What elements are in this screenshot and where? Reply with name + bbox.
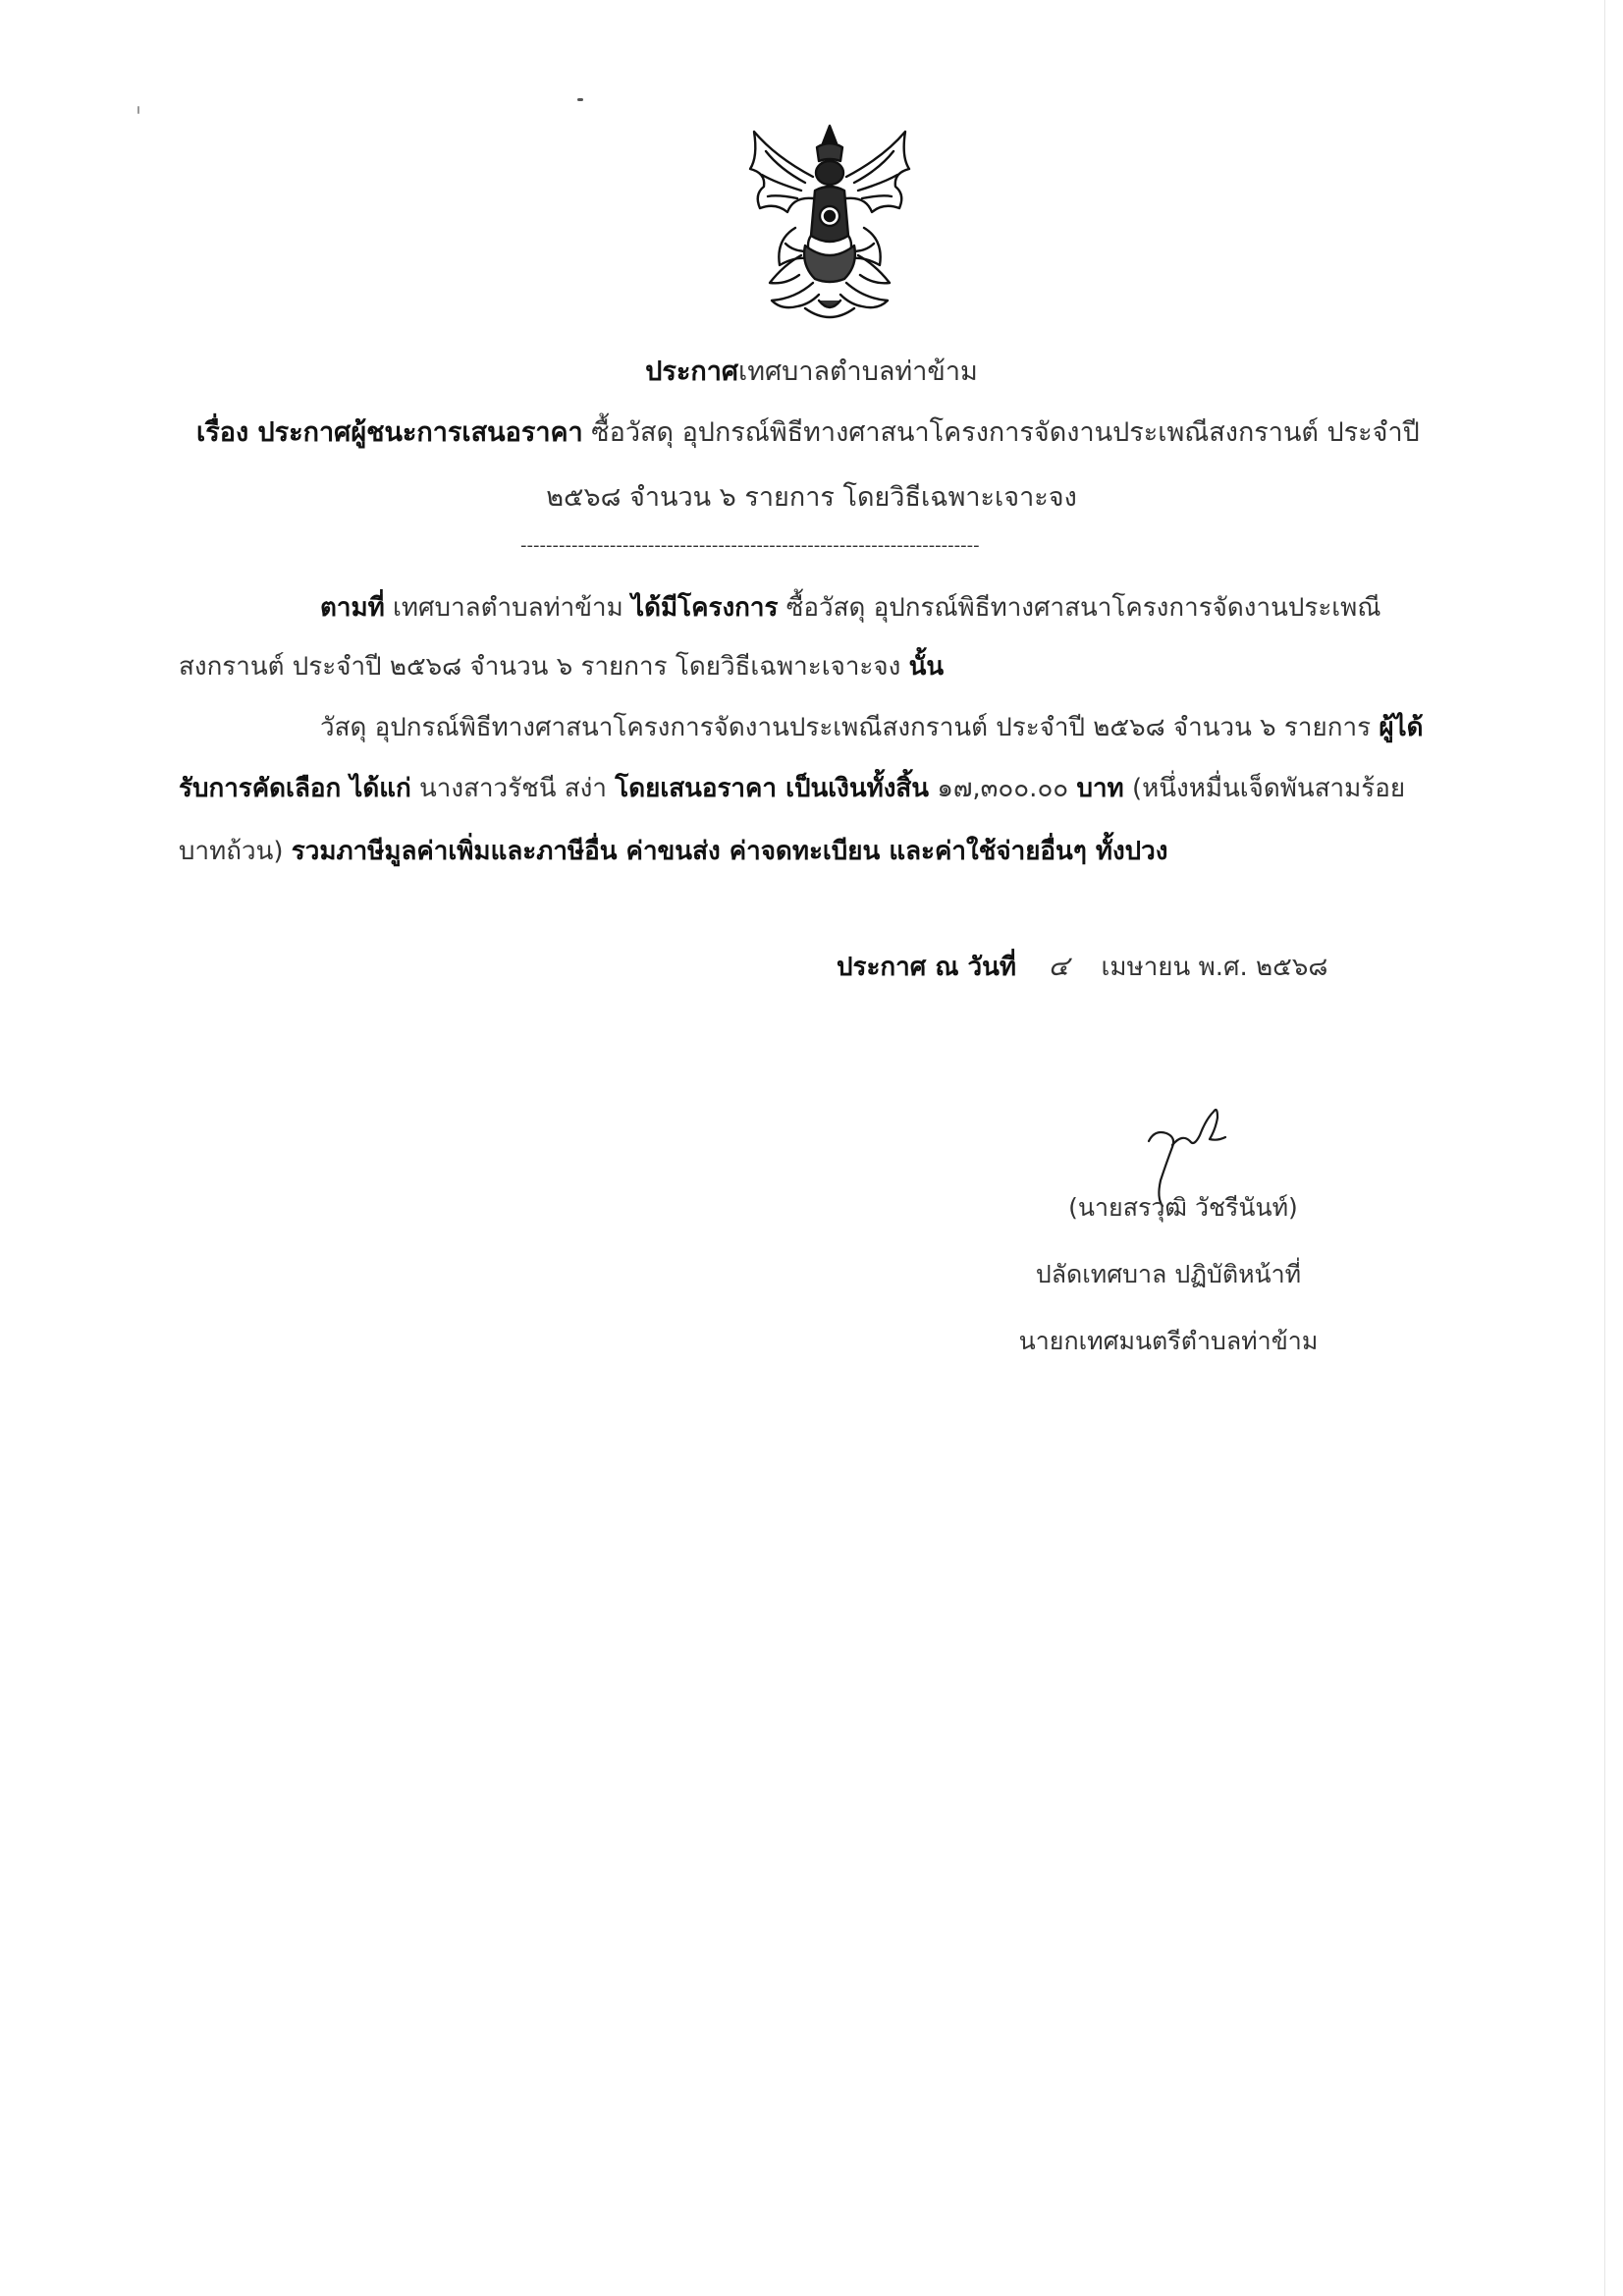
announcement-heading xyxy=(0,350,1623,392)
body-line-5 xyxy=(179,831,1167,871)
body-text: เทศบาลตำบลท่าข้าม xyxy=(384,593,632,623)
currency-label: บาท xyxy=(1076,774,1124,803)
winner-name: นางสาวรัชนี สง่า xyxy=(410,774,616,803)
signatory-position-2: นายกเทศมนตรีตำบลท่าข้าม xyxy=(1018,1327,1319,1355)
date-day-handwritten: ๔ xyxy=(1048,950,1069,982)
body-text: ซื้อวัสดุ อุปกรณ์พิธีทางศาสนาโครงการจัดงานประเพณี xyxy=(778,593,1381,623)
date-prefix: ประกาศ ณ วันที่ xyxy=(837,953,1017,982)
announcement-label: ประกาศ xyxy=(645,356,739,387)
body-bold: ตามที่ xyxy=(320,593,385,623)
body-bold: ผู้ได้ xyxy=(1379,713,1424,742)
body-bold: รวมภาษีมูลค่าเพิ่มและภาษีอื่น ค่าขนส่ง ค่าจดทะเบียน และค่าใช้จ่ายอื่นๆ ทั้งปวง xyxy=(291,837,1168,866)
scan-edge-line xyxy=(1604,0,1605,2296)
body-line-1 xyxy=(320,587,1380,628)
body-text: บาทถ้วน) xyxy=(179,837,292,866)
body-text: สงกรานต์ ประจำปี ๒๕๖๘ จำนวน ๖ รายการ โดยวิธีเฉพาะเจาะจง xyxy=(179,652,909,682)
date-month-year: เมษายน พ.ศ. ๒๕๖๘ xyxy=(1101,953,1328,982)
signatory-name: (นายสรวุฒิ วัชรีนันท์) xyxy=(1068,1193,1298,1222)
body-bold: นั้น xyxy=(908,652,945,682)
body-line-2 xyxy=(179,646,944,686)
body-bold: ได้มีโครงการ xyxy=(631,593,779,623)
separator-line: ------------------------------------------------------------------------ xyxy=(520,535,980,556)
garuda-emblem-icon xyxy=(736,118,923,326)
signatory-position-1: ปลัดเทศบาล ปฏิบัติหน้าที่ xyxy=(1035,1260,1302,1288)
body-line-3 xyxy=(320,707,1424,747)
subject-line-1 xyxy=(196,410,1420,453)
body-line-4 xyxy=(179,768,1405,808)
organization-name: เทศบาลตำบลท่าข้าม xyxy=(738,356,978,387)
scan-speck xyxy=(137,106,139,114)
subject-text-1: ซื้อวัสดุ อุปกรณ์พิธีทางศาสนาโครงการจัดงานประเพณีสงกรานต์ ประจำปี xyxy=(582,417,1420,448)
amount-value: ๑๗,๓๐๐.๐๐ xyxy=(929,774,1077,803)
body-bold: โดยเสนอราคา เป็นเงินทั้งสิ้น xyxy=(615,774,930,803)
subject-line-2 xyxy=(0,475,1623,518)
scan-speck xyxy=(577,98,583,101)
body-bold: รับการคัดเลือก ได้แก่ xyxy=(179,774,411,803)
announcement-date xyxy=(837,945,1327,988)
subject-label: เรื่อง ประกาศผู้ชนะการเสนอราคา xyxy=(196,417,583,448)
amount-in-words: (หนึ่งหมื่นเจ็ดพันสามร้อย xyxy=(1123,774,1406,803)
body-text: วัสดุ อุปกรณ์พิธีทางศาสนาโครงการจัดงานประเพณีสงกรานต์ ประจำปี ๒๕๖๘ จำนวน ๖ รายการ xyxy=(320,713,1380,742)
subject-text-2: ๒๕๖๘ จำนวน ๖ รายการ โดยวิธีเฉพาะเจาะจง xyxy=(546,482,1077,513)
